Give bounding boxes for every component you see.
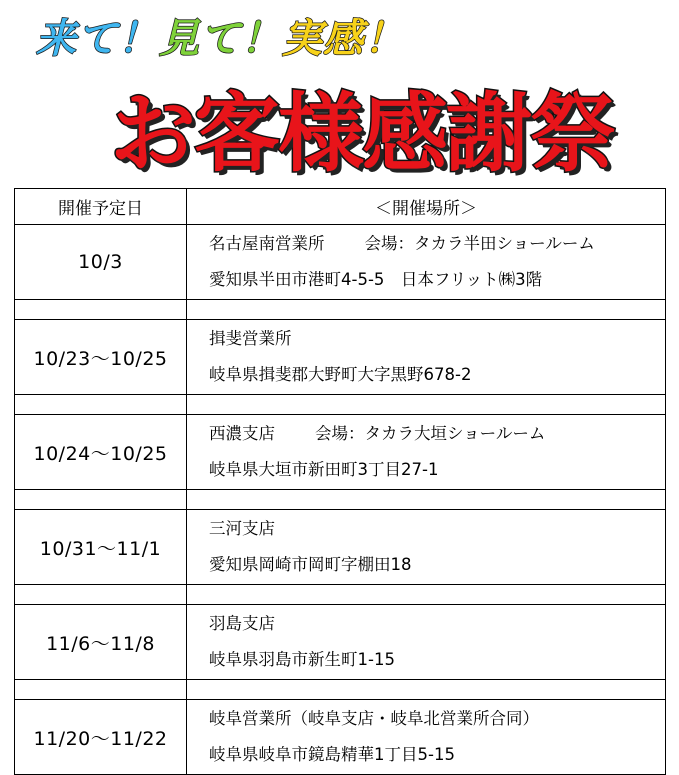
- table-row: [15, 605, 666, 680]
- branch-name: 三河支店: [209, 519, 275, 538]
- spacer-row: [15, 300, 666, 320]
- spacer-row: [15, 585, 666, 605]
- spacer-row: [15, 395, 666, 415]
- table-header-row: [15, 189, 666, 225]
- event-date: 10/3: [15, 225, 187, 300]
- tagline-feel: 実感！: [282, 15, 405, 62]
- tagline-see: 見て！: [159, 15, 282, 62]
- venue-name: 会場：タカラ大垣ショールーム: [315, 424, 546, 443]
- address: 岐阜県揖斐郡大野町大字黒野678-2: [209, 365, 472, 384]
- branch-name: 岐阜営業所（岐阜支店・岐阜北営業所合同）: [209, 709, 539, 728]
- venue-name: 会場：タカラ半田ショールーム: [364, 234, 595, 253]
- branch-name: 揖斐営業所: [209, 329, 292, 348]
- event-date: 11/6～11/8: [15, 605, 187, 680]
- table-row: [15, 320, 666, 395]
- event-date: 10/24～10/25: [15, 415, 187, 490]
- spacer-row: [15, 680, 666, 700]
- event-date: 10/23～10/25: [15, 320, 187, 395]
- address: 岐阜県岐阜市鏡島精華1丁目5-15: [209, 745, 455, 764]
- branch-name: 羽島支店: [209, 614, 275, 633]
- event-place: [187, 605, 666, 680]
- schedule-table: [14, 188, 666, 775]
- table-row: [15, 700, 666, 775]
- event-place: [187, 225, 666, 300]
- table-row: [15, 510, 666, 585]
- table-row: [15, 225, 666, 300]
- branch-name: 名古屋南営業所: [209, 234, 325, 253]
- page-header: [0, 0, 679, 186]
- address: 岐阜県羽島市新生町1-15: [209, 650, 395, 669]
- event-date: 10/31～11/1: [15, 510, 187, 585]
- event-place: [187, 320, 666, 395]
- tagline-come: 来て！: [36, 15, 159, 62]
- table-row: [15, 415, 666, 490]
- event-date: 11/20～11/22: [15, 700, 187, 775]
- page-title: お客様感謝祭: [110, 84, 614, 184]
- tagline: [36, 6, 405, 64]
- address: 愛知県岡崎市岡町字棚田18: [209, 555, 412, 574]
- address: 岐阜県大垣市新田町3丁目27-1: [209, 460, 439, 479]
- event-place: [187, 700, 666, 775]
- event-place: [187, 510, 666, 585]
- header-date: 開催予定日: [15, 189, 187, 225]
- address: 愛知県半田市港町4-5-5 日本フリット㈱3階: [209, 270, 543, 289]
- branch-name: 西濃支店: [209, 424, 275, 443]
- header-place: ＜開催場所＞: [187, 189, 666, 225]
- spacer-row: [15, 490, 666, 510]
- event-place: [187, 415, 666, 490]
